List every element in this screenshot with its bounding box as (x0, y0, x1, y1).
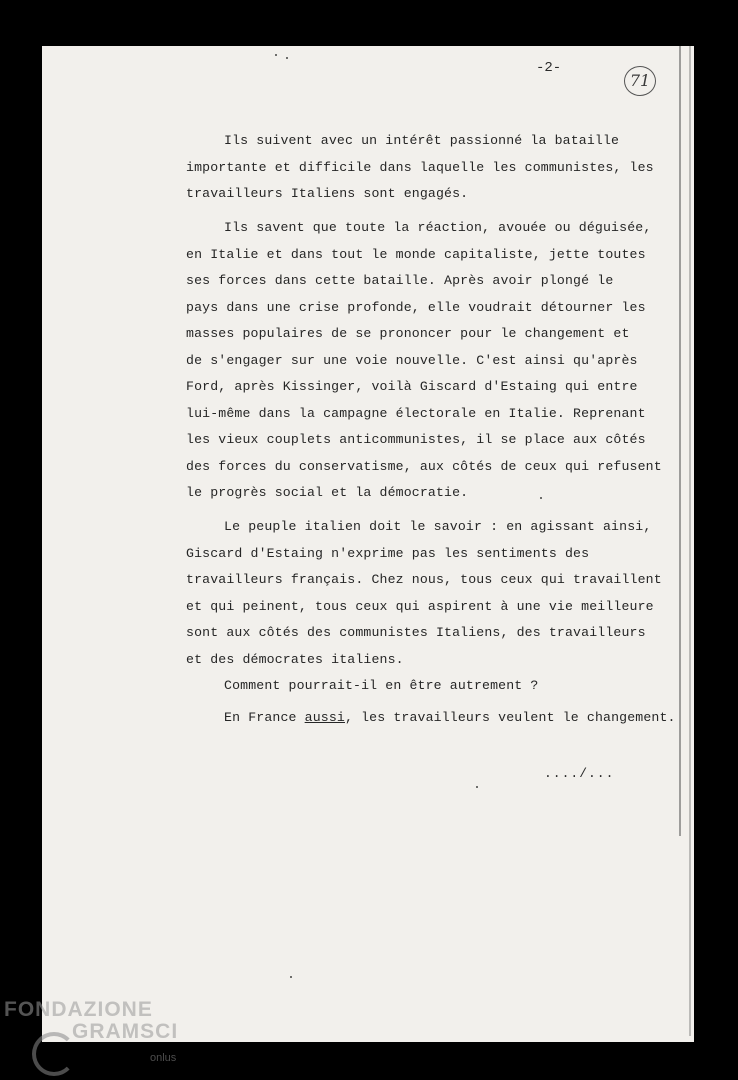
watermark-g-logo-icon (32, 1032, 76, 1076)
text-line: sont aux côtés des communistes Italiens, des travailleurs (186, 625, 646, 640)
text-fragment: En France (224, 710, 305, 725)
text-line: de s'engager sur une voie nouvelle. C'est ainsi qu'après (186, 352, 638, 368)
underlined-word: aussi (304, 710, 345, 725)
watermark-line-1: FONDAZIONE (4, 998, 153, 1021)
continuation-mark: ..../... (544, 766, 615, 781)
paragraph-1 (186, 128, 676, 208)
text-fragment: , les travailleurs veulent le changement. (344, 710, 676, 725)
text-line: ses forces dans cette bataille. Après avoir plongé le (186, 273, 614, 288)
text-line: des forces du conservatisme, aux côtés de ceux qui refusent (186, 458, 662, 474)
text-line: en Italie et dans tout le monde capitaliste, jette toutes (186, 246, 646, 262)
text-line: masses populaires de se prononcer pour le changement et (186, 326, 630, 341)
text-line: Ils suivent avec un intérêt passionné la bataille (224, 133, 620, 148)
text-line: les vieux couplets anticommunistes, il se place aux côtés (186, 432, 646, 447)
paper-speck (286, 57, 288, 59)
page-edge-line (689, 46, 691, 1036)
paper-speck (476, 786, 478, 788)
paragraph-5 (186, 705, 676, 732)
page-number: -2- (536, 60, 562, 76)
paragraph-2 (186, 215, 676, 507)
watermark-line-2: GRAMSCI (72, 1020, 179, 1043)
text-line: et qui peinent, tous ceux qui aspirent à une vie meilleure (186, 598, 654, 614)
paragraph-3 (186, 514, 676, 673)
paper-speck (275, 54, 277, 56)
text-line: Ford, après Kissinger, voilà Giscard d'Estaing qui entre (186, 379, 638, 394)
text-line: lui-même dans la campagne électorale en Italie. Reprenant (186, 405, 646, 421)
text-line: Giscard d'Estaing n'exprime pas les sentiments des (186, 545, 590, 561)
text-line: travailleurs français. Chez nous, tous ceux qui travaillent (186, 572, 662, 587)
text-line (186, 705, 676, 732)
text-line: et des démocrates italiens. (186, 651, 404, 667)
text-line: pays dans une crise profonde, elle voudrait détourner les (186, 299, 646, 315)
text-line: importante et difficile dans laquelle les communistes, les (186, 159, 654, 175)
paragraph-4 (186, 673, 676, 700)
text-line: Ils savent que toute la réaction, avouée ou déguisée, (224, 220, 652, 235)
page-edge-line (679, 46, 681, 836)
archive-number-stamp: 71 (624, 66, 656, 96)
text-line: travailleurs Italiens sont engagés. (186, 186, 469, 201)
paper-speck (290, 976, 292, 978)
fondazione-gramsci-watermark (4, 996, 204, 1076)
text-line: Le peuple italien doit le savoir : en agissant ainsi, (224, 519, 652, 534)
watermark-subtitle: onlus (150, 1052, 177, 1064)
text-line: Comment pourrait-il en être autrement ? (224, 678, 539, 693)
text-line: le progrès social et la démocratie. (186, 485, 469, 500)
